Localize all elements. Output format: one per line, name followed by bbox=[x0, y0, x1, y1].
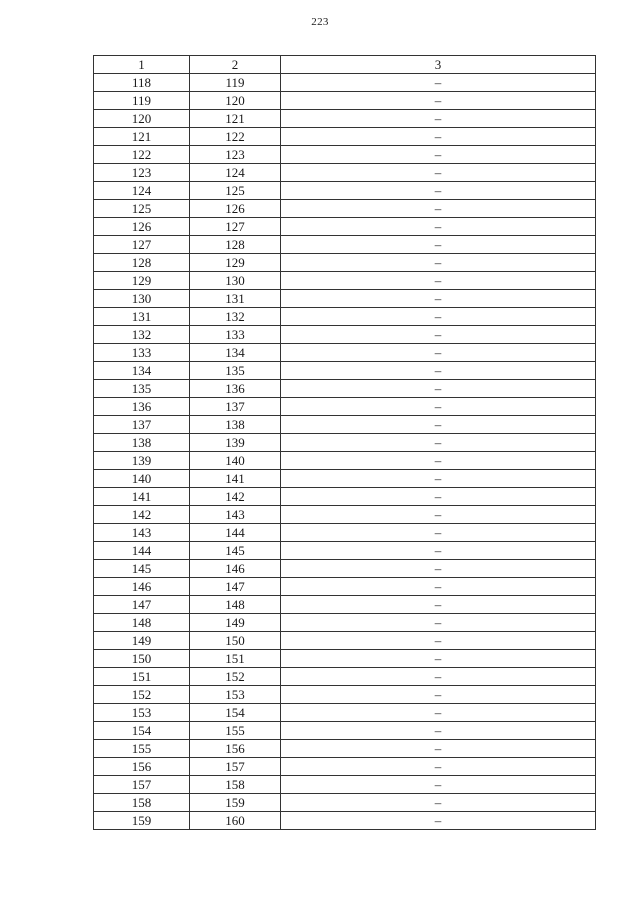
table-cell-col-2: 135 bbox=[190, 362, 281, 380]
table-cell-col-1: 136 bbox=[94, 398, 190, 416]
table-row bbox=[94, 74, 596, 92]
table-cell-col-2: 133 bbox=[190, 326, 281, 344]
table-row bbox=[94, 542, 596, 560]
table-cell-col-3: – bbox=[281, 452, 596, 470]
table-cell-col-1: 118 bbox=[94, 74, 190, 92]
table-cell-col-2: 148 bbox=[190, 596, 281, 614]
table-cell-col-1: 119 bbox=[94, 92, 190, 110]
table-cell-col-3: – bbox=[281, 218, 596, 236]
table-cell-col-1: 139 bbox=[94, 452, 190, 470]
table-row bbox=[94, 398, 596, 416]
table-cell-col-2: 147 bbox=[190, 578, 281, 596]
table-cell-col-3: – bbox=[281, 110, 596, 128]
table-row bbox=[94, 452, 596, 470]
table-cell-col-2: 123 bbox=[190, 146, 281, 164]
table-cell-col-1: 141 bbox=[94, 488, 190, 506]
table-row bbox=[94, 200, 596, 218]
table-row bbox=[94, 290, 596, 308]
table-row bbox=[94, 506, 596, 524]
table-row bbox=[94, 758, 596, 776]
table-cell-col-3: – bbox=[281, 578, 596, 596]
table-cell-col-2: 142 bbox=[190, 488, 281, 506]
table-row bbox=[94, 560, 596, 578]
table-cell-col-3: – bbox=[281, 794, 596, 812]
table-row bbox=[94, 596, 596, 614]
table-cell-col-1: 134 bbox=[94, 362, 190, 380]
table-cell-col-2: 121 bbox=[190, 110, 281, 128]
table-row bbox=[94, 650, 596, 668]
table-cell-col-2: 127 bbox=[190, 218, 281, 236]
table-cell-col-2: 156 bbox=[190, 740, 281, 758]
table-cell-col-1: 131 bbox=[94, 308, 190, 326]
table-cell-col-1: 143 bbox=[94, 524, 190, 542]
table-cell-col-3: – bbox=[281, 128, 596, 146]
table-cell-col-2: 152 bbox=[190, 668, 281, 686]
table-cell-col-1: 142 bbox=[94, 506, 190, 524]
table-cell-col-2: 141 bbox=[190, 470, 281, 488]
table-cell-col-1: 126 bbox=[94, 218, 190, 236]
table-row bbox=[94, 704, 596, 722]
table-cell-col-3: – bbox=[281, 398, 596, 416]
table-row bbox=[94, 740, 596, 758]
table-cell-col-1: 157 bbox=[94, 776, 190, 794]
table-row bbox=[94, 236, 596, 254]
table-cell-col-2: 143 bbox=[190, 506, 281, 524]
table-cell-col-3: – bbox=[281, 506, 596, 524]
table-row bbox=[94, 344, 596, 362]
table-cell-col-3: – bbox=[281, 92, 596, 110]
table-row bbox=[94, 668, 596, 686]
table-cell-col-1: 158 bbox=[94, 794, 190, 812]
table-row bbox=[94, 182, 596, 200]
table-cell-col-2: 136 bbox=[190, 380, 281, 398]
table-row bbox=[94, 524, 596, 542]
table-cell-col-1: 149 bbox=[94, 632, 190, 650]
table-cell-col-2: 129 bbox=[190, 254, 281, 272]
table-cell-col-1: 129 bbox=[94, 272, 190, 290]
table-cell-col-2: 122 bbox=[190, 128, 281, 146]
table-row bbox=[94, 326, 596, 344]
table-row bbox=[94, 146, 596, 164]
table-cell-col-1: 151 bbox=[94, 668, 190, 686]
table-cell-col-1: 148 bbox=[94, 614, 190, 632]
table-cell-col-1: 146 bbox=[94, 578, 190, 596]
table-cell-col-1: 159 bbox=[94, 812, 190, 830]
table-cell-col-1: 155 bbox=[94, 740, 190, 758]
table-cell-col-3: – bbox=[281, 200, 596, 218]
table-cell-col-1: 156 bbox=[94, 758, 190, 776]
table-row bbox=[94, 164, 596, 182]
table-cell-col-1: 123 bbox=[94, 164, 190, 182]
table-cell-col-2: 160 bbox=[190, 812, 281, 830]
table-row bbox=[94, 578, 596, 596]
table-cell-col-2: 159 bbox=[190, 794, 281, 812]
table-cell-col-2: 131 bbox=[190, 290, 281, 308]
table-cell-col-2: 149 bbox=[190, 614, 281, 632]
table-cell-col-3: – bbox=[281, 182, 596, 200]
table-cell-col-3: – bbox=[281, 812, 596, 830]
table-row bbox=[94, 686, 596, 704]
table-cell-col-3: – bbox=[281, 74, 596, 92]
table-cell-col-1: 124 bbox=[94, 182, 190, 200]
table-cell-col-1: 147 bbox=[94, 596, 190, 614]
table-row bbox=[94, 308, 596, 326]
table-cell-col-1: 133 bbox=[94, 344, 190, 362]
table-cell-col-3: – bbox=[281, 560, 596, 578]
table-cell-col-1: 132 bbox=[94, 326, 190, 344]
table-cell-col-3: – bbox=[281, 686, 596, 704]
column-header-1: 1 bbox=[94, 56, 190, 74]
data-table bbox=[93, 55, 596, 830]
table-cell-col-1: 120 bbox=[94, 110, 190, 128]
table-cell-col-1: 152 bbox=[94, 686, 190, 704]
table-cell-col-3: – bbox=[281, 668, 596, 686]
table-cell-col-3: – bbox=[281, 758, 596, 776]
column-header-2: 2 bbox=[190, 56, 281, 74]
table-cell-col-3: – bbox=[281, 380, 596, 398]
table-row bbox=[94, 614, 596, 632]
table-cell-col-3: – bbox=[281, 290, 596, 308]
table-row bbox=[94, 362, 596, 380]
table-cell-col-3: – bbox=[281, 776, 596, 794]
table-cell-col-2: 119 bbox=[190, 74, 281, 92]
table-row bbox=[94, 92, 596, 110]
table-row bbox=[94, 434, 596, 452]
table-cell-col-1: 150 bbox=[94, 650, 190, 668]
table-cell-col-1: 145 bbox=[94, 560, 190, 578]
table-cell-col-2: 140 bbox=[190, 452, 281, 470]
table-row bbox=[94, 812, 596, 830]
table-cell-col-1: 144 bbox=[94, 542, 190, 560]
table-cell-col-3: – bbox=[281, 344, 596, 362]
table-cell-col-3: – bbox=[281, 722, 596, 740]
table-cell-col-2: 130 bbox=[190, 272, 281, 290]
table-cell-col-3: – bbox=[281, 362, 596, 380]
table-cell-col-3: – bbox=[281, 596, 596, 614]
table-cell-col-2: 125 bbox=[190, 182, 281, 200]
table-row bbox=[94, 794, 596, 812]
table-cell-col-3: – bbox=[281, 416, 596, 434]
table-cell-col-2: 153 bbox=[190, 686, 281, 704]
table-cell-col-2: 132 bbox=[190, 308, 281, 326]
table-cell-col-2: 146 bbox=[190, 560, 281, 578]
page-number: 223 bbox=[311, 16, 329, 28]
table-row bbox=[94, 470, 596, 488]
table-cell-col-3: – bbox=[281, 254, 596, 272]
table-row bbox=[94, 254, 596, 272]
table-body bbox=[94, 56, 596, 830]
table-row bbox=[94, 380, 596, 398]
table-cell-col-1: 121 bbox=[94, 128, 190, 146]
table-cell-col-2: 158 bbox=[190, 776, 281, 794]
table-cell-col-3: – bbox=[281, 524, 596, 542]
table-cell-col-2: 150 bbox=[190, 632, 281, 650]
table-cell-col-1: 127 bbox=[94, 236, 190, 254]
table-cell-col-1: 128 bbox=[94, 254, 190, 272]
table-row bbox=[94, 416, 596, 434]
table-cell-col-3: – bbox=[281, 164, 596, 182]
table-cell-col-3: – bbox=[281, 308, 596, 326]
table-cell-col-1: 137 bbox=[94, 416, 190, 434]
table-row bbox=[94, 218, 596, 236]
table-cell-col-2: 138 bbox=[190, 416, 281, 434]
table-cell-col-3: – bbox=[281, 470, 596, 488]
table-row bbox=[94, 776, 596, 794]
table-cell-col-3: – bbox=[281, 236, 596, 254]
table-cell-col-2: 145 bbox=[190, 542, 281, 560]
table-cell-col-2: 137 bbox=[190, 398, 281, 416]
table-cell-col-3: – bbox=[281, 542, 596, 560]
table-cell-col-3: – bbox=[281, 614, 596, 632]
table-cell-col-2: 120 bbox=[190, 92, 281, 110]
table-cell-col-3: – bbox=[281, 704, 596, 722]
table-cell-col-3: – bbox=[281, 488, 596, 506]
table-cell-col-2: 155 bbox=[190, 722, 281, 740]
table-row bbox=[94, 632, 596, 650]
table-cell-col-3: – bbox=[281, 326, 596, 344]
table-row bbox=[94, 488, 596, 506]
table-header-row bbox=[94, 56, 596, 74]
table-cell-col-2: 128 bbox=[190, 236, 281, 254]
table-cell-col-2: 151 bbox=[190, 650, 281, 668]
table-cell-col-2: 144 bbox=[190, 524, 281, 542]
table-row bbox=[94, 272, 596, 290]
table-row bbox=[94, 110, 596, 128]
table-cell-col-1: 154 bbox=[94, 722, 190, 740]
table-cell-col-1: 122 bbox=[94, 146, 190, 164]
table-cell-col-2: 139 bbox=[190, 434, 281, 452]
table-cell-col-3: – bbox=[281, 650, 596, 668]
table-cell-col-3: – bbox=[281, 632, 596, 650]
column-header-3: 3 bbox=[281, 56, 596, 74]
table-cell-col-2: 154 bbox=[190, 704, 281, 722]
table-cell-col-1: 153 bbox=[94, 704, 190, 722]
table-cell-col-2: 124 bbox=[190, 164, 281, 182]
table-cell-col-3: – bbox=[281, 272, 596, 290]
table-cell-col-1: 125 bbox=[94, 200, 190, 218]
table-cell-col-2: 126 bbox=[190, 200, 281, 218]
table-cell-col-3: – bbox=[281, 434, 596, 452]
table-row bbox=[94, 128, 596, 146]
table-cell-col-1: 140 bbox=[94, 470, 190, 488]
table-cell-col-1: 138 bbox=[94, 434, 190, 452]
table-cell-col-3: – bbox=[281, 146, 596, 164]
table-cell-col-2: 134 bbox=[190, 344, 281, 362]
table-cell-col-2: 157 bbox=[190, 758, 281, 776]
table-cell-col-3: – bbox=[281, 740, 596, 758]
table-cell-col-1: 130 bbox=[94, 290, 190, 308]
table-row bbox=[94, 722, 596, 740]
table-cell-col-1: 135 bbox=[94, 380, 190, 398]
